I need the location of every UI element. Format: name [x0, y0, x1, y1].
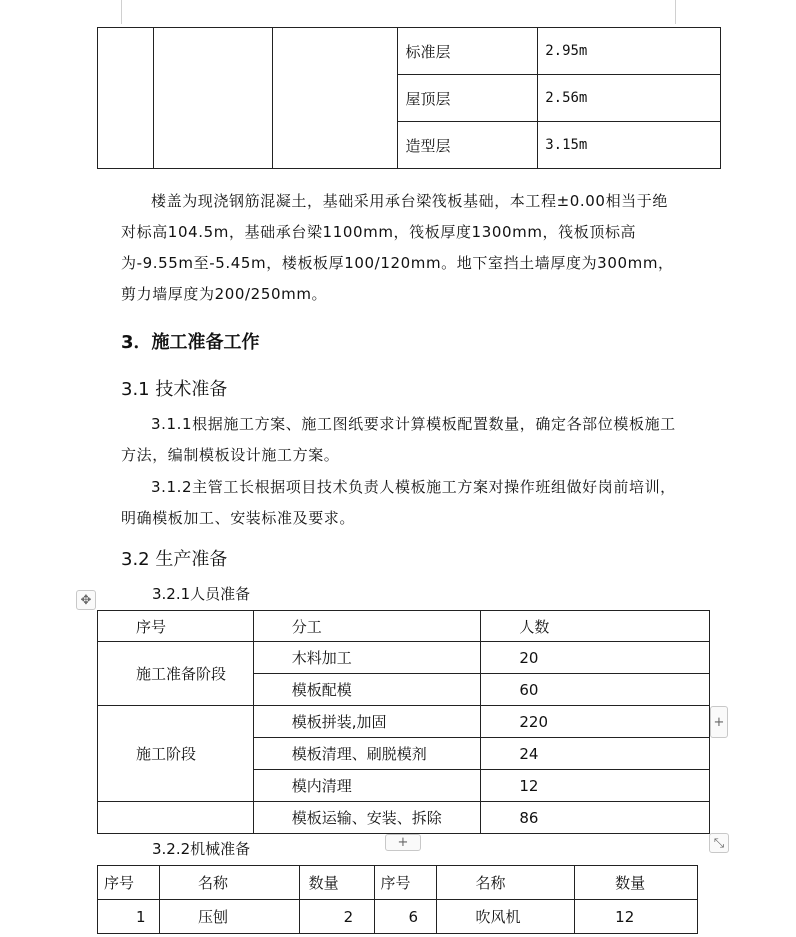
- group-construction-stage: 施工阶段: [98, 706, 254, 802]
- count-cell: 12: [481, 770, 710, 802]
- floor-name-cell: 造型层: [398, 122, 538, 169]
- section-3-1-heading: 3.1 技术准备: [121, 379, 228, 400]
- count-cell: 220: [481, 706, 710, 738]
- floor-name-cell: 标准层: [398, 28, 538, 75]
- table-cell-empty: [98, 28, 154, 169]
- section-3-2-heading: 3.2 生产准备: [121, 549, 228, 570]
- header-no: 序号: [98, 866, 160, 900]
- division-cell: 模板配模: [253, 674, 481, 706]
- floor-name-cell: 屋顶层: [398, 75, 538, 122]
- table-cell-empty: [272, 28, 398, 169]
- margin-marker-right: [675, 0, 676, 24]
- header-qty: 数量: [575, 866, 698, 900]
- table-row: [98, 802, 710, 834]
- staff-prep-heading: 3.2.1人员准备: [152, 585, 251, 603]
- header-count: 人数: [481, 611, 710, 642]
- header-no: 序号: [374, 866, 437, 900]
- table-cell-empty: [98, 802, 254, 834]
- count-cell: 20: [481, 642, 710, 674]
- count-cell: 24: [481, 738, 710, 770]
- machine-table: [97, 865, 698, 934]
- machine-qty-cell: 12: [575, 900, 698, 934]
- tech-prep-paragraph-1: [121, 409, 681, 471]
- margin-marker-left: [121, 0, 122, 24]
- structure-paragraph: [121, 186, 681, 310]
- section-3-heading: 3．施工准备工作: [121, 332, 260, 353]
- count-cell: 60: [481, 674, 710, 706]
- header-name: 名称: [159, 866, 299, 900]
- floor-height-cell: 2.95m: [538, 28, 721, 75]
- machine-qty-cell: 2: [299, 900, 374, 934]
- division-cell: 模板运输、安装、拆除: [253, 802, 481, 834]
- count-cell: 86: [481, 802, 710, 834]
- group-prep-stage: 施工准备阶段: [98, 642, 254, 706]
- header-no: 序号: [98, 611, 254, 642]
- tech-prep-text-1: 3.1.1根据施工方案、施工图纸要求计算模板配置数量，确定各部位模板施工方法，编制模板设计施工方案。: [121, 415, 676, 464]
- header-name: 名称: [437, 866, 575, 900]
- table-header-row: [98, 611, 710, 642]
- staff-table: [97, 610, 710, 834]
- add-column-button[interactable]: +: [710, 706, 728, 738]
- structure-text: 楼盖为现浇钢筋混凝土，基础采用承台梁筏板基础，本工程±0.00相当于绝对标高104.5m，基础承台梁1100mm，筏板厚度1300mm，筏板顶标高为-9.55m至-5.45m，楼板板厚100/120mm。地下室挡土墙厚度为300mm，剪力墙厚度为200/250mm。: [121, 192, 674, 303]
- division-cell: 木料加工: [253, 642, 481, 674]
- header-division: 分工: [253, 611, 481, 642]
- floor-height-cell: 3.15m: [538, 122, 721, 169]
- machine-prep-heading: 3.2.2机械准备: [152, 840, 251, 858]
- header-qty: 数量: [299, 866, 374, 900]
- add-row-button[interactable]: +: [385, 834, 421, 851]
- machine-no-cell: 1: [98, 900, 160, 934]
- table-row: [98, 900, 698, 934]
- table-move-handle-icon[interactable]: ✥: [76, 590, 96, 610]
- machine-name-cell: 吹风机: [437, 900, 575, 934]
- table-row: [98, 28, 721, 75]
- table-row: [98, 642, 710, 674]
- tech-prep-text-2: 3.1.2主管工长根据项目技术负责人模板施工方案对操作班组做好岗前培训，明确模板加工、安装标准及要求。: [121, 478, 676, 527]
- tech-prep-paragraph-2: [121, 472, 681, 534]
- table-row: [98, 706, 710, 738]
- division-cell: 模板清理、刷脱模剂: [253, 738, 481, 770]
- table-cell-empty: [153, 28, 272, 169]
- machine-name-cell: 压刨: [159, 900, 299, 934]
- machine-no-cell: 6: [374, 900, 437, 934]
- division-cell: 模内清理: [253, 770, 481, 802]
- division-cell: 模板拼装,加固: [253, 706, 481, 738]
- floor-height-cell: 2.56m: [538, 75, 721, 122]
- table-resize-handle-icon[interactable]: ⤡: [709, 833, 729, 853]
- table-header-row: [98, 866, 698, 900]
- floor-height-table: [97, 27, 721, 169]
